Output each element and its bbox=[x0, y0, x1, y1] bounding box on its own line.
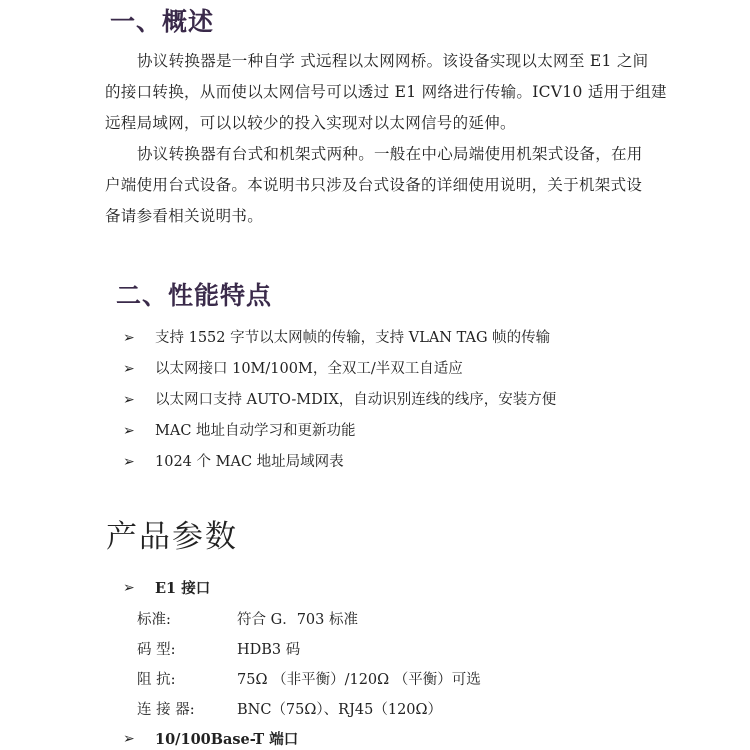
list-item bbox=[123, 354, 556, 385]
e1-interface-heading bbox=[123, 577, 210, 598]
list-item-text: 1024 个 MAC 地址局域网表 bbox=[155, 454, 344, 470]
overview-paragraph-1 bbox=[105, 46, 665, 139]
e1-interface-heading-text: E1 接口 bbox=[155, 580, 211, 597]
list-item-text: 支持 1552 字节以太网帧的传输，支持 VLAN TAG 帧的传输 bbox=[155, 330, 551, 346]
spec-label: 标准: bbox=[137, 612, 171, 628]
spec-value: HDB3 码 bbox=[237, 642, 301, 658]
arrow-bullet-icon: ➢ bbox=[123, 454, 135, 470]
paragraph-line: 备请参看相关说明书。 bbox=[105, 207, 264, 225]
spec-value: 符合 G．703 标准 bbox=[237, 612, 358, 628]
spec-value: 75Ω （非平衡）/120Ω （平衡）可选 bbox=[237, 672, 481, 688]
paragraph-line: 协议转换器是一种自学 式远程以太网网桥。该设备实现以太网至 E1 之间 bbox=[137, 52, 649, 70]
list-item bbox=[123, 447, 556, 478]
arrow-bullet-icon: ➢ bbox=[123, 423, 135, 439]
list-item bbox=[123, 416, 556, 447]
ethernet-port-heading bbox=[123, 728, 298, 749]
paragraph-line: 户端使用台式设备。本说明书只涉及台式设备的详细使用说明，关于机架式设 bbox=[105, 176, 643, 194]
spec-row-standard bbox=[137, 608, 358, 629]
spec-label: 阻 抗: bbox=[137, 672, 176, 688]
spec-value: BNC（75Ω）、RJ45（120Ω） bbox=[237, 702, 443, 718]
paragraph-line: 协议转换器有台式和机架式两种。一般在中心局端使用机架式设备，在用 bbox=[137, 145, 643, 163]
features-list bbox=[123, 323, 556, 478]
list-item-text: 以太网口支持 AUTO-MDIX，自动识别连线的线序，安装方便 bbox=[155, 392, 557, 408]
spec-label: 码 型: bbox=[137, 642, 176, 658]
spec-label: 连 接 器: bbox=[137, 702, 195, 718]
arrow-bullet-icon: ➢ bbox=[123, 330, 135, 346]
list-item-text: 以太网接口 10M/100M，全双工/半双工自适应 bbox=[155, 361, 463, 377]
overview-paragraph-2 bbox=[105, 139, 665, 232]
spec-row-code-type bbox=[137, 638, 300, 659]
spec-row-connector bbox=[137, 698, 442, 719]
list-item bbox=[123, 385, 556, 416]
list-item-text: MAC 地址自动学习和更新功能 bbox=[155, 423, 356, 439]
arrow-bullet-icon: ➢ bbox=[123, 579, 135, 596]
arrow-bullet-icon: ➢ bbox=[123, 730, 135, 747]
section-title-overview: 一、概述 bbox=[110, 7, 215, 36]
section-title-features: 二、性能特点 bbox=[116, 281, 273, 310]
paragraph-line: 的接口转换，从而使以太网信号可以透过 E1 网络进行传输。ICV10 适用于组建 bbox=[105, 83, 667, 101]
arrow-bullet-icon: ➢ bbox=[123, 392, 135, 408]
spec-row-impedance bbox=[137, 668, 481, 689]
paragraph-line: 远程局域网，可以以较少的投入实现对以太网信号的延伸。 bbox=[105, 114, 516, 132]
section-title-parameters: 产品参数 bbox=[106, 519, 238, 555]
list-item bbox=[123, 323, 556, 354]
arrow-bullet-icon: ➢ bbox=[123, 361, 135, 377]
ethernet-port-heading-text: 10/100Base-T 端口 bbox=[155, 731, 299, 748]
